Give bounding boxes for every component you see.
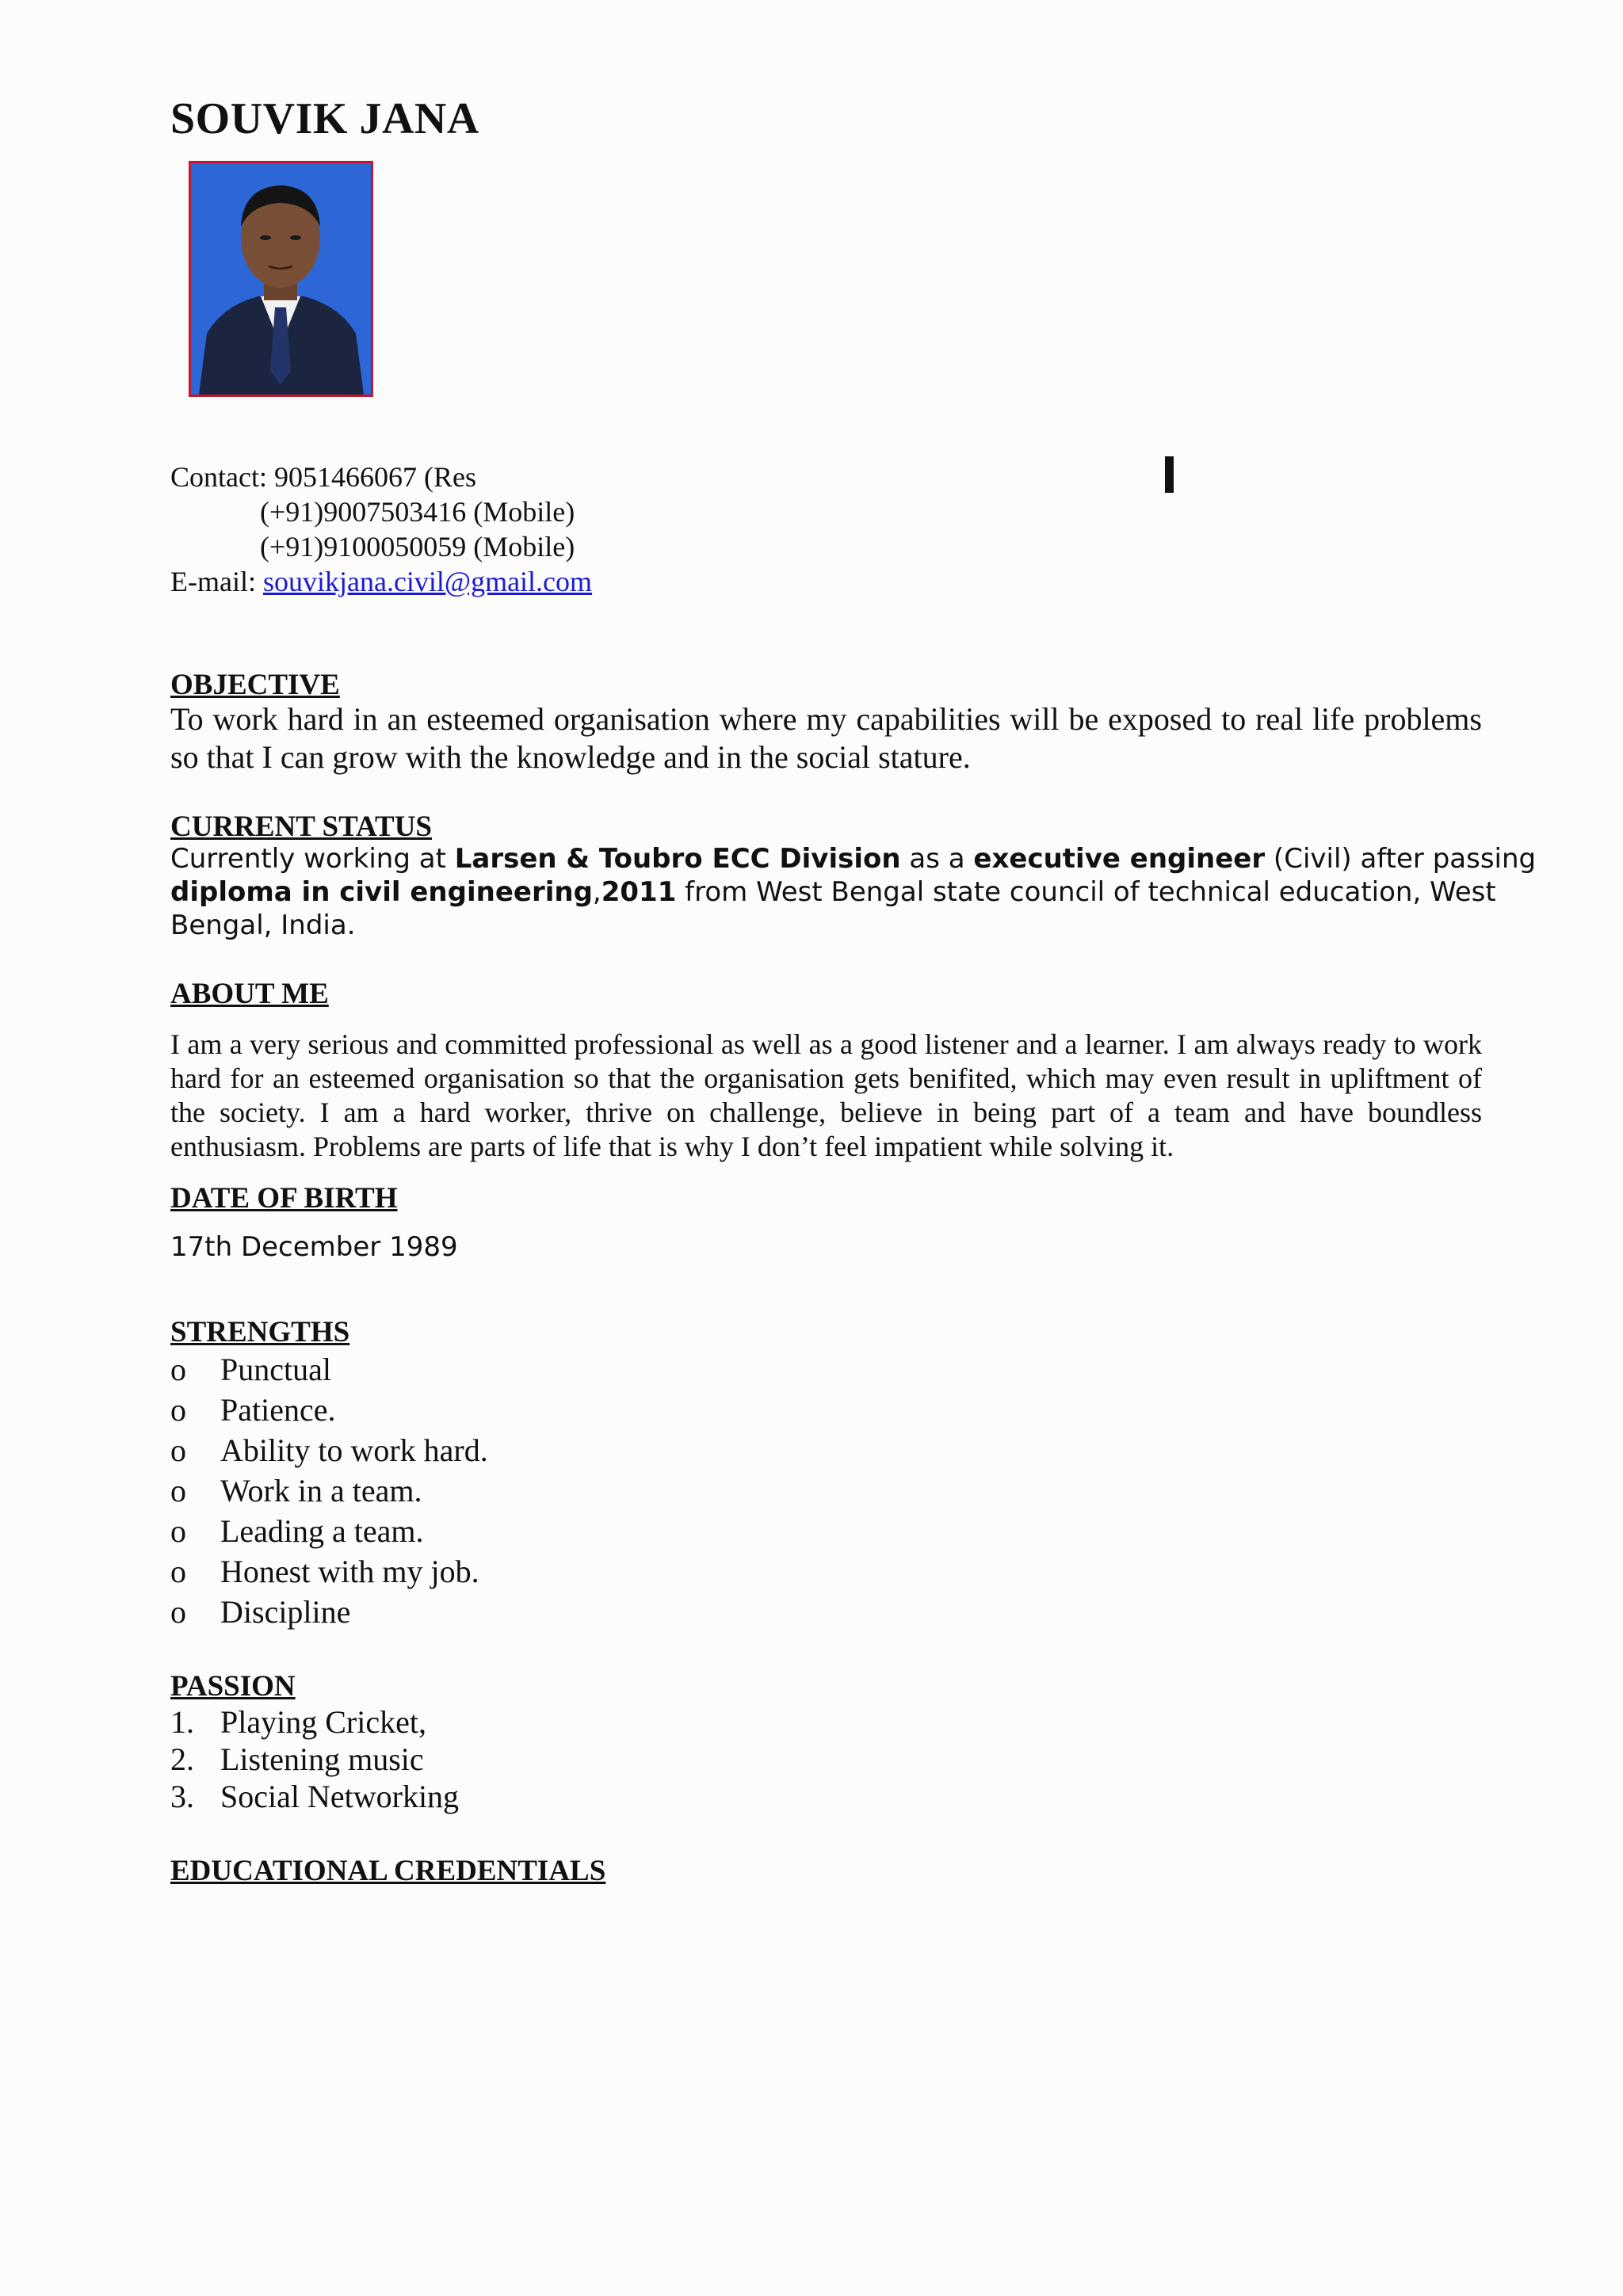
strength-item: Ability to work hard. xyxy=(220,1432,488,1468)
list-item xyxy=(170,1592,488,1632)
passion-item: Social Networking xyxy=(220,1779,460,1814)
strengths-heading: STRENGTHS xyxy=(170,1316,350,1348)
profile-photo-image xyxy=(191,163,371,395)
strength-item: Discipline xyxy=(220,1594,351,1630)
date-of-birth-text: 17th December 1989 xyxy=(170,1231,458,1263)
email-link[interactable]: souvikjana.civil@gmail.com xyxy=(262,566,593,597)
list-item xyxy=(170,1551,488,1592)
passion-heading: PASSION xyxy=(170,1670,296,1703)
status-year: 2011 xyxy=(601,876,677,908)
list-number: 2. xyxy=(170,1741,194,1777)
passion-list xyxy=(170,1703,459,1815)
current-status-heading: CURRENT STATUS xyxy=(170,810,433,843)
profile-photo xyxy=(189,161,373,397)
strengths-list xyxy=(170,1349,488,1632)
bullet-marker: o xyxy=(170,1513,186,1549)
strength-item: Patience. xyxy=(220,1392,336,1428)
strength-item: Work in a team. xyxy=(220,1473,422,1508)
status-text-part: as a xyxy=(900,843,974,875)
list-item xyxy=(170,1511,488,1551)
bullet-marker: o xyxy=(170,1352,186,1387)
status-company: Larsen & Toubro ECC Division xyxy=(454,843,901,875)
list-item xyxy=(170,1703,459,1741)
status-text-part: from West Bengal state council of technical education, West Bengal, India. xyxy=(170,876,1496,941)
current-status-text xyxy=(170,842,1565,942)
contact-line xyxy=(170,460,476,494)
email-line xyxy=(170,564,592,599)
list-number: 3. xyxy=(170,1779,194,1814)
bullet-marker: o xyxy=(170,1594,186,1630)
contact-label: Contact: xyxy=(170,461,267,493)
text-cursor xyxy=(1165,456,1174,493)
email-label: E-mail: xyxy=(170,566,256,597)
date-of-birth-heading: DATE OF BIRTH xyxy=(170,1182,398,1215)
bullet-marker: o xyxy=(170,1473,186,1508)
bullet-marker: o xyxy=(170,1554,186,1589)
status-text-part: , xyxy=(592,876,601,908)
passion-item: Listening music xyxy=(220,1741,424,1777)
strength-item: Punctual xyxy=(220,1352,331,1387)
passion-item: Playing Cricket, xyxy=(220,1704,426,1740)
status-role: executive engineer xyxy=(973,843,1266,875)
list-item xyxy=(170,1390,488,1430)
contact-res-phone: 9051466067 (Res xyxy=(273,461,476,493)
list-item xyxy=(170,1349,488,1390)
candidate-name: SOUVIK JANA xyxy=(170,94,479,143)
status-text-part: (Civil) after passing xyxy=(1265,843,1537,875)
list-item xyxy=(170,1741,459,1778)
strength-item: Leading a team. xyxy=(220,1513,424,1549)
list-item xyxy=(170,1470,488,1511)
list-number: 1. xyxy=(170,1704,194,1740)
about-me-heading: ABOUT ME xyxy=(170,978,329,1010)
contact-mobile-1: (+91)9007503416 (Mobile) xyxy=(260,496,575,528)
about-me-text: I am a very serious and committed professional as well as a good listener and a learner. I am always ready to work hard for an esteemed organisation so that the organisation gets benifited, which may even result in upliftment of the society. I am a hard worker, thrive on challenge, believe in being part of a team and have boundless enthusiasm. Problems are parts of life that is why I don’t feel impatient while solving it. xyxy=(170,1028,1482,1162)
bullet-marker: o xyxy=(170,1432,186,1468)
contact-mobile-2: (+91)9100050059 (Mobile) xyxy=(260,531,575,563)
status-qualification: diploma in civil engineering xyxy=(170,876,593,908)
list-item xyxy=(170,1778,459,1815)
bullet-marker: o xyxy=(170,1392,186,1428)
educational-credentials-heading: EDUCATIONAL CREDENTIALS xyxy=(170,1855,606,1887)
status-text-part: Currently working at xyxy=(170,843,455,875)
strength-item: Honest with my job. xyxy=(220,1554,479,1589)
objective-heading: OBJECTIVE xyxy=(170,669,340,701)
objective-text: To work hard in an esteemed organisation where my capabilities will be exposed to real life problems so that I can grow with the knowledge and in the social stature. xyxy=(170,701,1482,775)
list-item xyxy=(170,1430,488,1470)
